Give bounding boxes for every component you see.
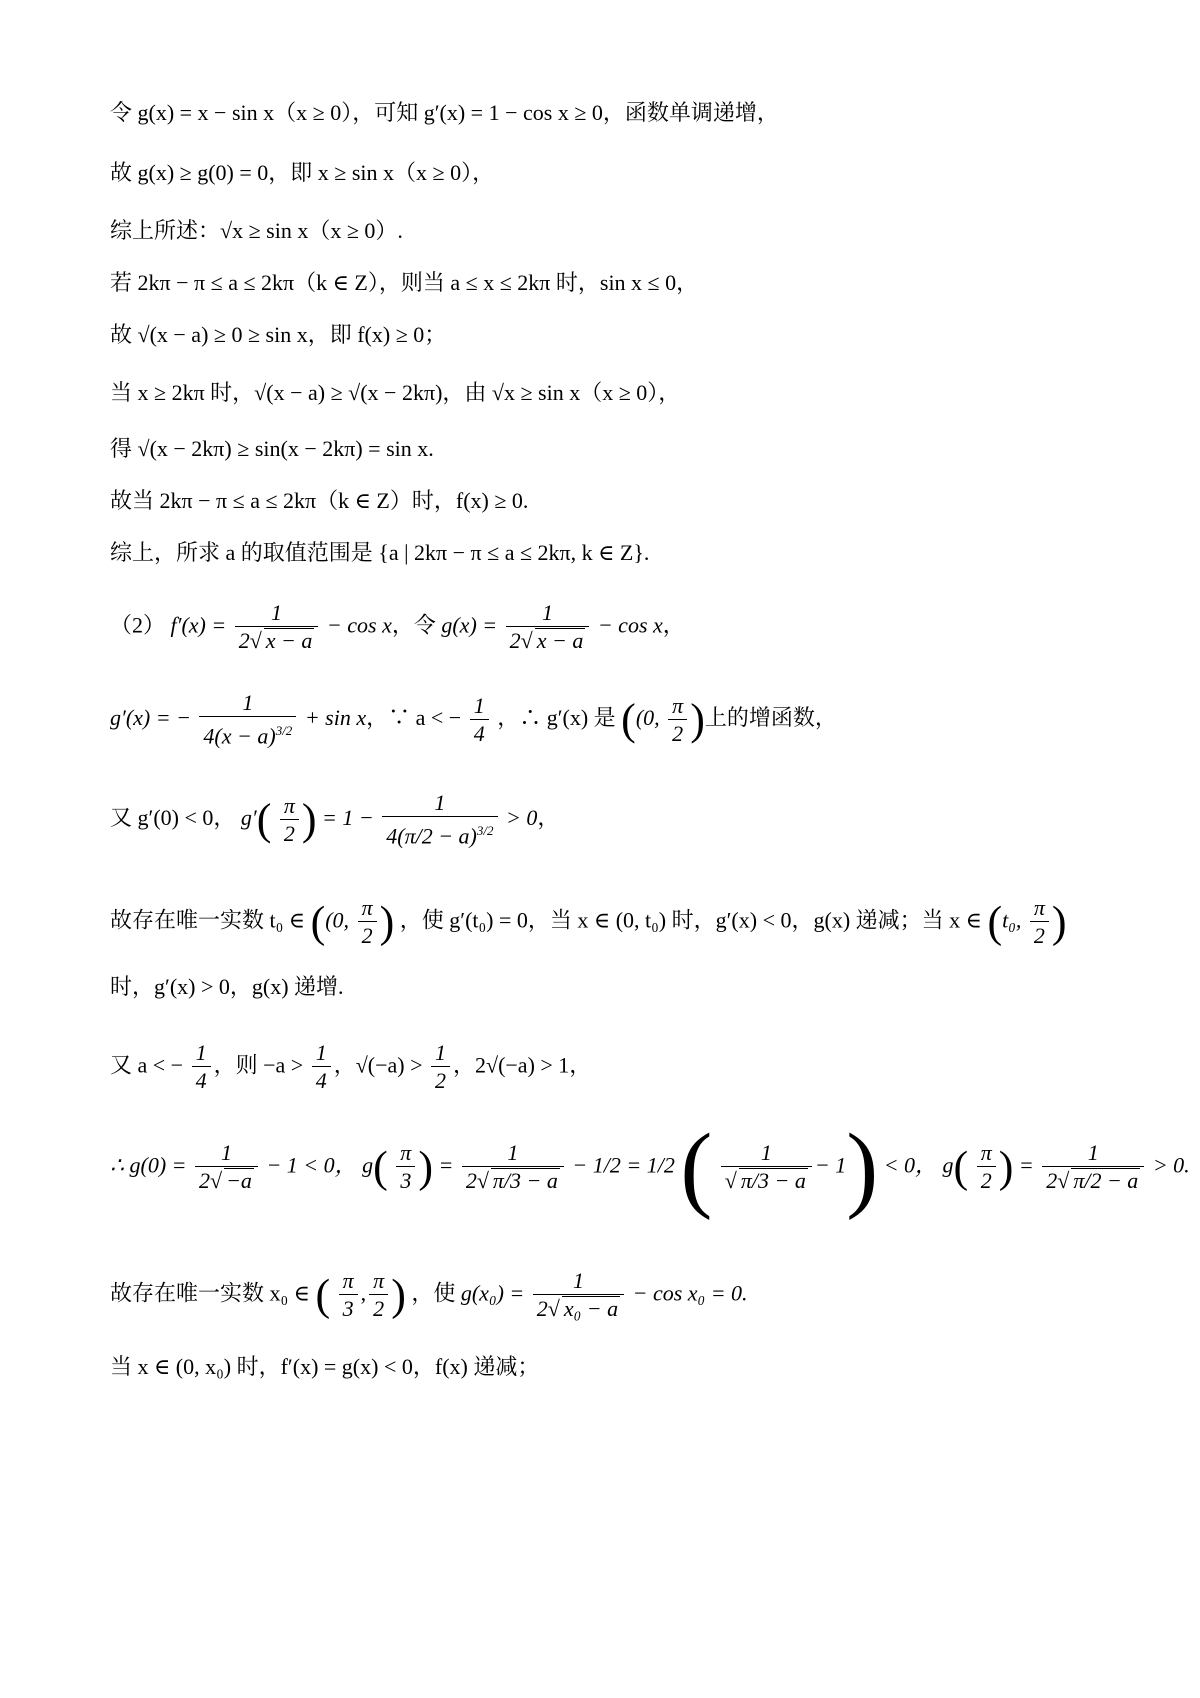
text-line-8: 故当 2kπ − π ≤ a ≤ 2kπ（k ∈ Z）时，f(x) ≥ 0. bbox=[110, 488, 529, 513]
text-line-final: 当 x ∈ (0, x₀) 时，f′(x) = g(x) < 0，f(x) 递减； bbox=[110, 1354, 540, 1379]
inequality-line: 又 g′(0) < 0， g′( $\frac{\pi}{2}$ ) = 1 − $\frac{1}{4(\pi/2 - a)^{3/2}}$ > 0， bbox=[110, 790, 560, 849]
text-line-7: 得 √(x − 2kπ) ≥ sin(x − 2kπ) = sin x. bbox=[110, 436, 434, 461]
text-line-6: 当 x ≥ 2kπ 时，√(x − a) ≥ √(x − 2kπ)，由 √x ≥ sin x（x ≥ 0）， bbox=[110, 380, 681, 405]
derivative-line: （2） f′(x) = $\frac{1}{2√ x - a}$ − cos x，令 g(x) = $\frac{1}{2√ x - a}$ − cos x， bbox=[110, 600, 685, 653]
text-line-9: 综上，所求 a 的取值范围是 {a | 2kπ − π ≤ a ≤ 2kπ, k ∈ Z}. bbox=[110, 540, 650, 565]
text-line-4: 若 2kπ − π ≤ a ≤ 2kπ（k ∈ Z），则当 a ≤ x ≤ 2kπ 时，sin x ≤ 0， bbox=[110, 270, 699, 295]
x0-line: 故存在唯一实数 x₀ ∈ ( $\frac{\pi}{3}$ , $\frac{\pi}{2}$ ) ，使 g(x₀) = $\frac{1}{\text{2√ x₀ − a}}$ − cos x₀ = 0. bbox=[110, 1268, 748, 1321]
second-derivative-line: g′(x) = − $\frac{1}{4(x - a)^{3/2}}$ + sin x，∵ a < − $\frac{1}{4}$ ，∴ g′(x) 是 ((0, $\frac{\pi}{2}$ )上的增函数， bbox=[110, 690, 837, 749]
text-line-3: 综上所述：√x ≥ sin x（x ≥ 0）. bbox=[110, 218, 403, 243]
g-values-line: ∴ g(0) = $\frac{1}{2√ -a}$ − 1 < 0， g( $\frac{\pi}{3}$ ) = $\frac{1}{2√ \pi/3 - a}$ − 1/2 = 1/2 ( $\frac{1}{√ \pi/3 - a}$ − 1) < 0， g( $\frac{\pi}{2}$ ) = $\frac{1}{2√ \pi/2 - a}$ > 0. bbox=[110, 1113, 1190, 1221]
t0-line: 故存在唯一实数 t₀ ∈ ((0, $\frac{\pi}{2}$ ) ，使 g′(t₀) = 0，当 x ∈ (0, t₀) 时，g′(x) < 0，g(x) 递减；当 x ∈ (t₀, $\frac{\pi}{2}$ ) bbox=[110, 895, 1067, 948]
text-line-5: 故 √(x − a) ≥ 0 ≥ sin x，即 f(x) ≥ 0； bbox=[110, 322, 447, 347]
fraction: $\frac{1}{2√ x - a}$ bbox=[235, 600, 319, 655]
a-bound-line: 又 a < − $\frac{1}{4}$ ，则 −a > $\frac{1}{4}$ ，√(−a) > $\frac{1}{2}$ ，2√(−a) > 1， bbox=[110, 1040, 592, 1093]
text-line-increase: 时，g′(x) > 0，g(x) 递增. bbox=[110, 974, 344, 999]
text-line-2: 故 g(x) ≥ g(0) = 0，即 x ≥ sin x（x ≥ 0）， bbox=[110, 160, 495, 185]
text-line-1: 令 g(x) = x − sin x（x ≥ 0），可知 g′(x) = 1 − cos x ≥ 0，函数单调递增， bbox=[110, 100, 779, 125]
